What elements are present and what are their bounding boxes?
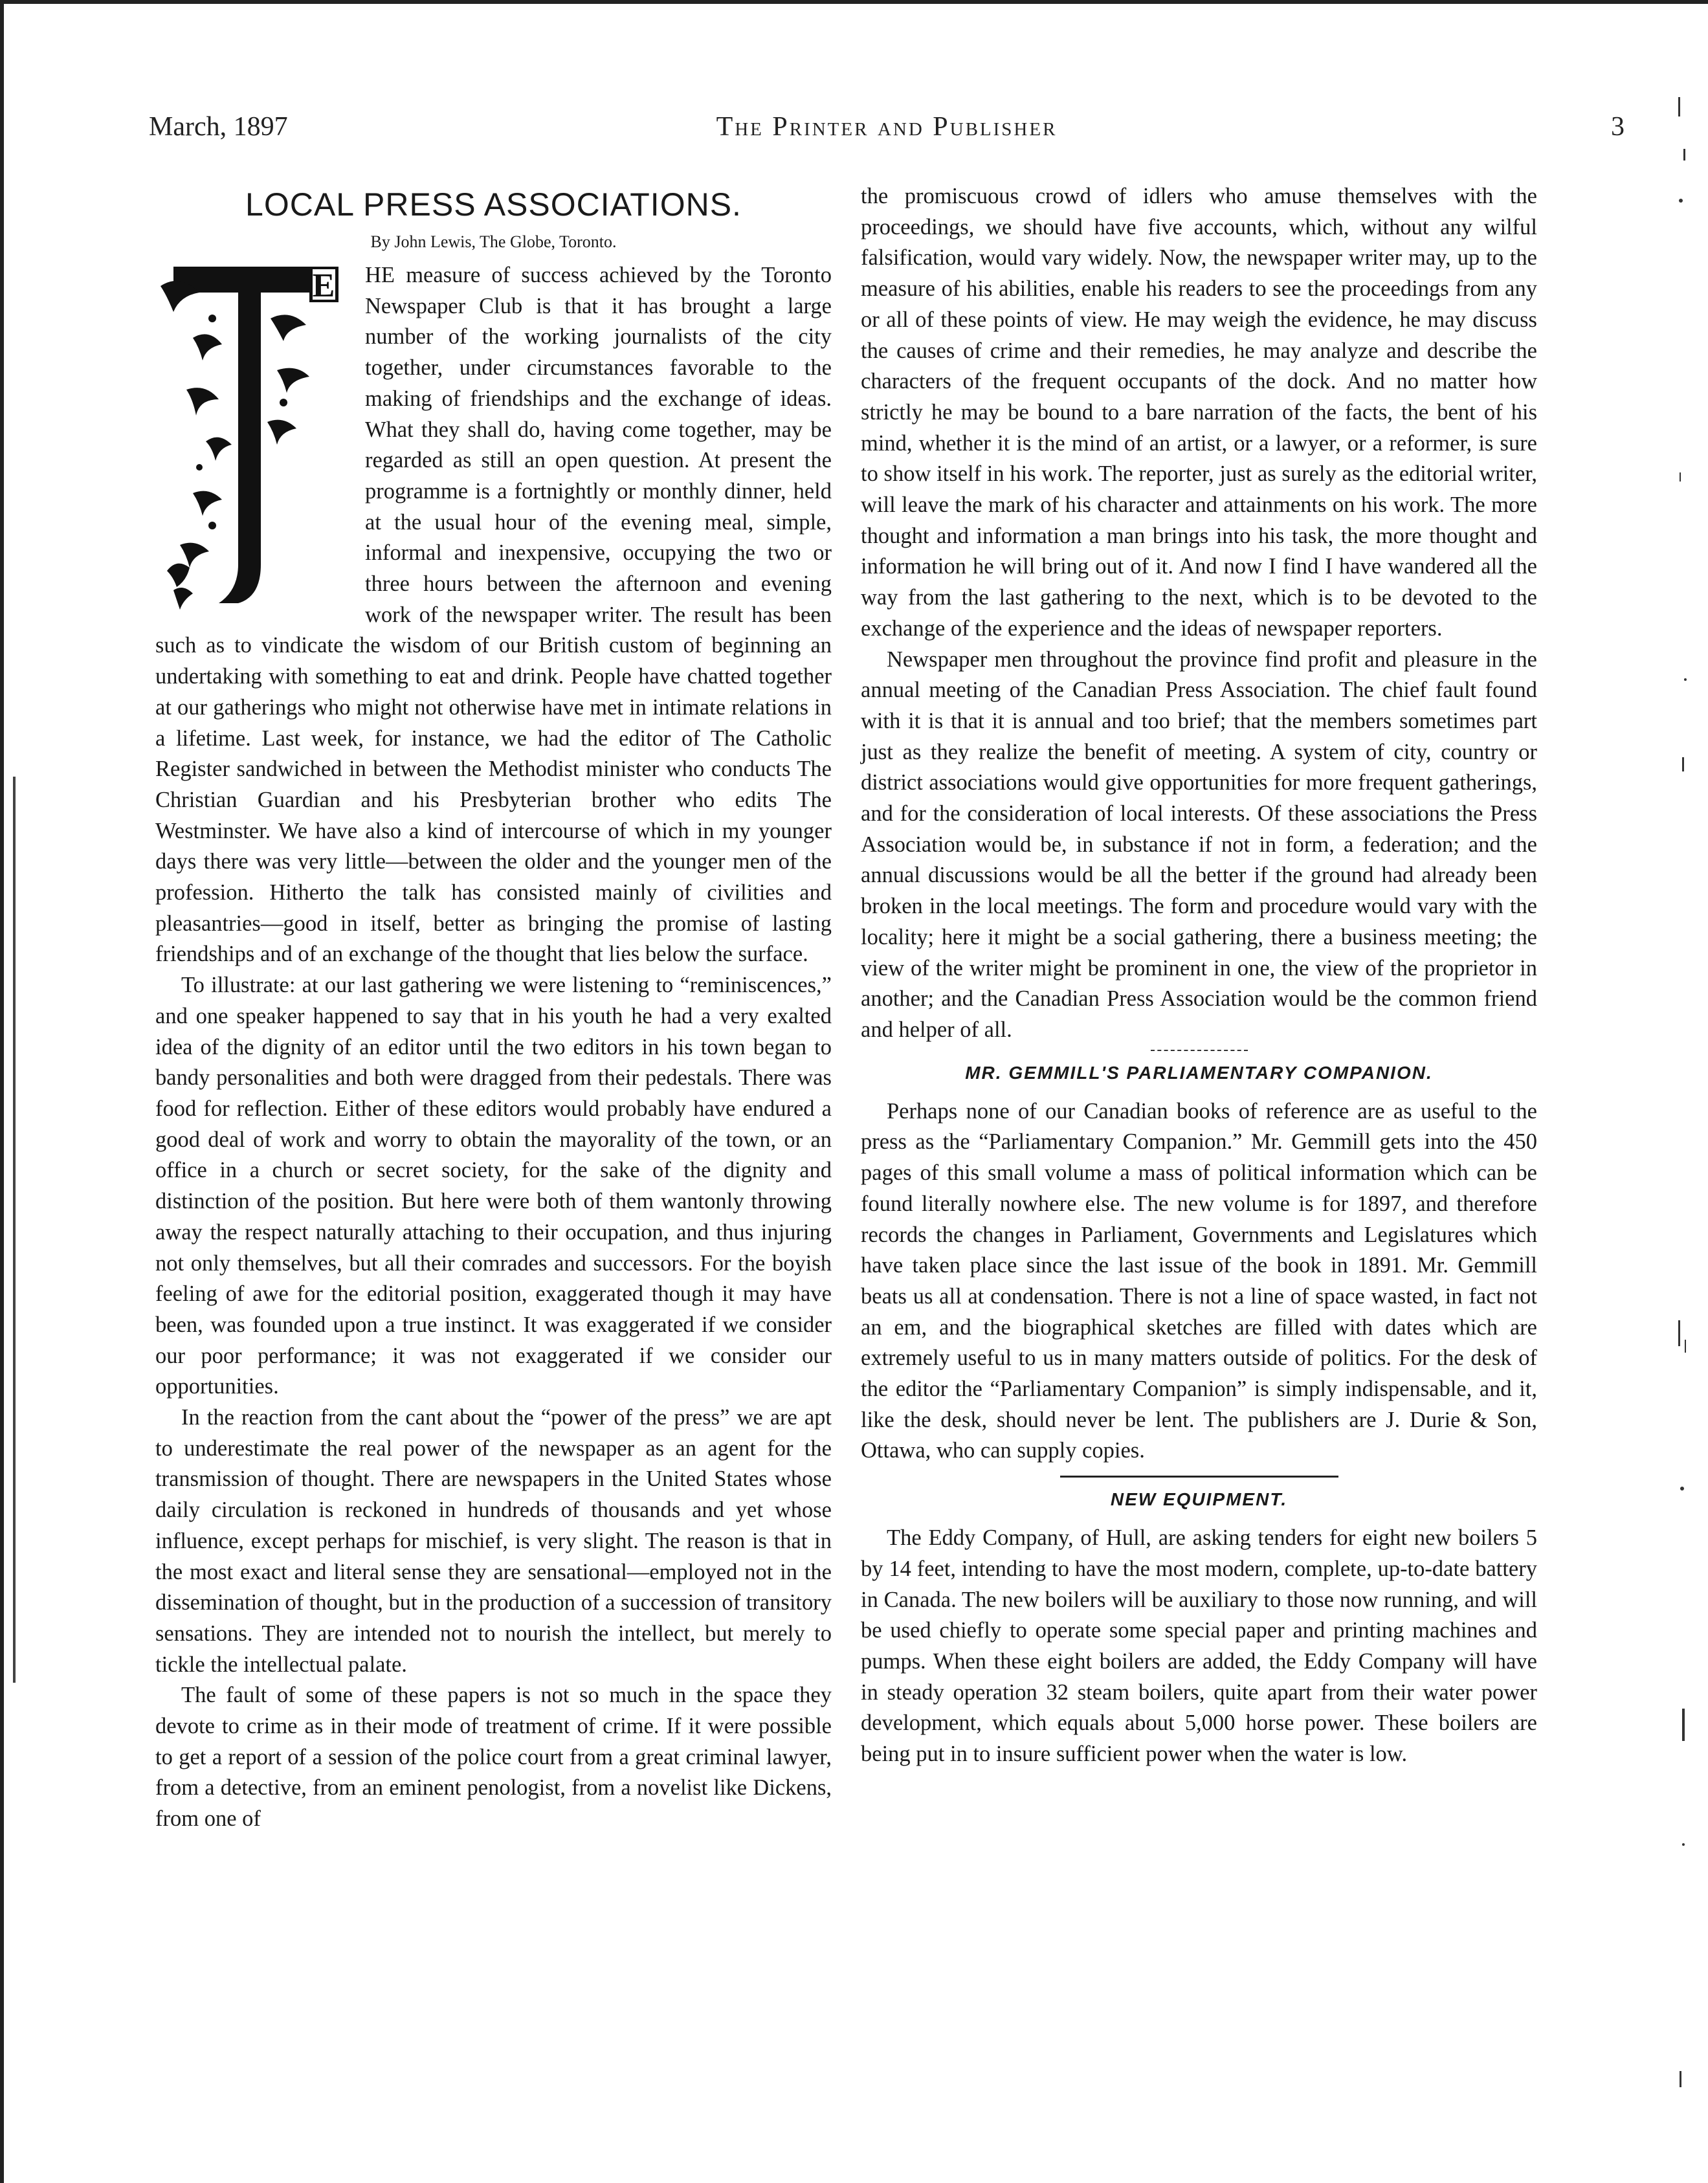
section-divider <box>1060 1476 1338 1478</box>
scan-edge-mark <box>13 777 16 1683</box>
article-continuation: the promiscuous crowd of idlers who amuse themselves with the proceedings, we should have five accounts, which, without any wilful falsification, would vary widely. Now, the newspaper writer may, up to the measure of his abilities, enable his readers to see the proceedings from any or all of these points of view. He may weigh the evidence, he may discuss the causes of crime and their remedies, he may analyze and describe the characters of the frequent occupants of the dock. And no matter how strictly he may be bound to a bare narration of the facts, the bent of his mind, whether it is the mind of an artist, or a lawyer, or a reformer, is sure to show itself in his work. The reporter, just as surely as the editorial writer, will leave the mark of his character and attainments on his work. The more thought and information a man brings into his task, the more thought and information he will bring out of it. And now I find I have wandered all the way from the last gathering to the next, which is to be devoted to the exchange of the experience and the ideas of newspaper reporters. <box>861 184 1537 641</box>
section-title-equipment: NEW EQUIPMENT. <box>1110 1489 1288 1510</box>
scan-margin-specks <box>1676 97 1695 2136</box>
article-title: LOCAL PRESS ASSOCIATIONS. <box>245 186 742 223</box>
page-header <box>149 111 1625 157</box>
journal-title: The Printer and Publisher <box>716 112 1058 142</box>
issue-date: March, 1897 <box>149 112 288 142</box>
section-divider <box>1151 1050 1248 1051</box>
ornamental-dropcap-t <box>148 260 361 613</box>
article-paragraph: Newspaper men throughout the province find profit and pleasure in the annual meeting of the Canadian Press Association. The chief fault found with it is that it is annual and too brief; that the members sometimes part just as they realize the benefit of meeting. A system of city, country or district associations would give opportunities for more frequent gatherings, and for the consideration of local interests. Of these associations the Press Association would be, in substance if not in form, a federation; and the annual discussions would be all the better if the ground had already been broken in the local meetings. The form and procedure would vary with the locality; here it might be a social gathering, there a business meeting; the view of the writer might be prominent in one, the view of the proprietor in another; and the Canadian Press Association would be the common friend and helper of all. <box>861 647 1537 1042</box>
svg-text:E: E <box>312 267 335 304</box>
scan-edge-left <box>0 0 4 2183</box>
article-byline: By John Lewis, The Globe, Toronto. <box>370 232 617 251</box>
left-column <box>155 181 832 1835</box>
section-title-parliamentary: MR. GEMMILL'S PARLIAMENTARY COMPANION. <box>965 1062 1433 1083</box>
article-paragraph: The Eddy Company, of Hull, are asking tenders for eight new boilers 5 by 14 feet, intending to have the most modern, complete, up-to-date battery in Canada. The new boilers will be auxiliary to those now running, and will be used chiefly to operate some special paper and printing machines and pumps. When these eight boilers are added, the Eddy Company will have in steady operation 32 steam boilers, quite apart from their water power development, which equals about 5,000 horse power. These boilers are being put in to insure sufficient power when the water is low. <box>861 1525 1537 1767</box>
scan-edge-top <box>0 0 1708 4</box>
article-paragraph: The fault of some of these papers is not so much in the space they devote to crime as in their mode of treatment of crime. If it were possible to get a report of a session of the police court from a great criminal lawyer, from a detective, from an eminent penologist, from a novelist like Dickens, from one of <box>155 1683 832 1832</box>
page-number: 3 <box>1611 112 1625 142</box>
article-paragraph: To illustrate: at our last gathering we were listening to “reminiscences,” and one speaker happened to say that in his youth he had a very exalted idea of the dignity of an editor until the two editors in his town began to bandy personalities and both were dragged from their pedestals. There was food for reflection. Either of these editors would probably have endured a good deal of work and worry to obtain the mayorality of the town, or an office in a church or secret society, for the sake of the dignity and distinction of the position. But here were both of them wantonly throwing away the respect naturally attaching to their occupation, and thus injuring not only themselves, but all their comrades and successors. For the boyish feeling of awe for the editorial position, exaggerated though it may have been, was founded upon a true instinct. It was exaggerated if we consider our poor performance; it was not exaggerated if we consider our opportunities. <box>155 973 832 1399</box>
article-lead-paragraph: HE measure of success achieved by the Toronto Newspaper Club is that it has brought a large number of the working journalists of the city together, under circumstances favorable to the making of friendships and the exchange of ideas. What they shall do, having come together, may be regarded as still an open question. At present the programme is a fortnightly or monthly dinner, held at the usual hour of the evening meal, simple, informal and inexpensive, occupying the two or three hours between the afternoon and evening work of the newspaper writer. The result has been such as to vindicate the wisdom of our British custom of beginning an undertaking with something to eat and drink. People have chatted together at our gatherings who might not otherwise have met in intimate relations in a lifetime. Last week, for instance, we had the editor of The Catholic Register sandwiched in between the Methodist minister who conducts The Christian Guardian and his Presbyterian brother who edits The Westminster. We have also a kind of intercourse of which in my younger days there was very little—between the older and the younger men of the profession. Hitherto the talk has consisted mainly of civilities and pleasantries—good in itself, better as bringing the promise of lasting friendships and of an exchange of the thought that lies below the surface. <box>155 263 832 967</box>
right-column <box>861 181 1537 1770</box>
article-paragraph: Perhaps none of our Canadian books of reference are as useful to the press as the “Parliamentary Companion.” Mr. Gemmill gets into the 450 pages of this small volume a mass of political information which can be found literally nowhere else. The new volume is for 1897, and therefore records the changes in Parliament, Governments and Legislatures which have taken place since the last issue of the book in 1891. Mr. Gemmill beats us all at condensation. There is not a line of space wasted, in fact not an em, and the biographical sketches are filled with dates which are extremely useful to us in many matters outside of politics. For the desk of the editor the “Parliamentary Companion” is simply indispensable, and it, like the desk, should never be lent. The publishers are J. Durie & Son, Ottawa, who can supply copies. <box>861 1098 1537 1463</box>
article-paragraph: In the reaction from the cant about the “power of the press” we are apt to underestimate the real power of the newspaper as an agent for the transmission of thought. There are newspapers in the United States whose daily circulation is reckoned in hundreds of thousands and yet whose influence, except perhaps for mischief, is very slight. The reason is that in the most exact and literal sense they are sensational—employed not in the dissemination of thought, but in the production of a succession of transitory sensations. They are intended not to nourish the intellect, but merely to tickle the intellectual palate. <box>155 1405 832 1677</box>
